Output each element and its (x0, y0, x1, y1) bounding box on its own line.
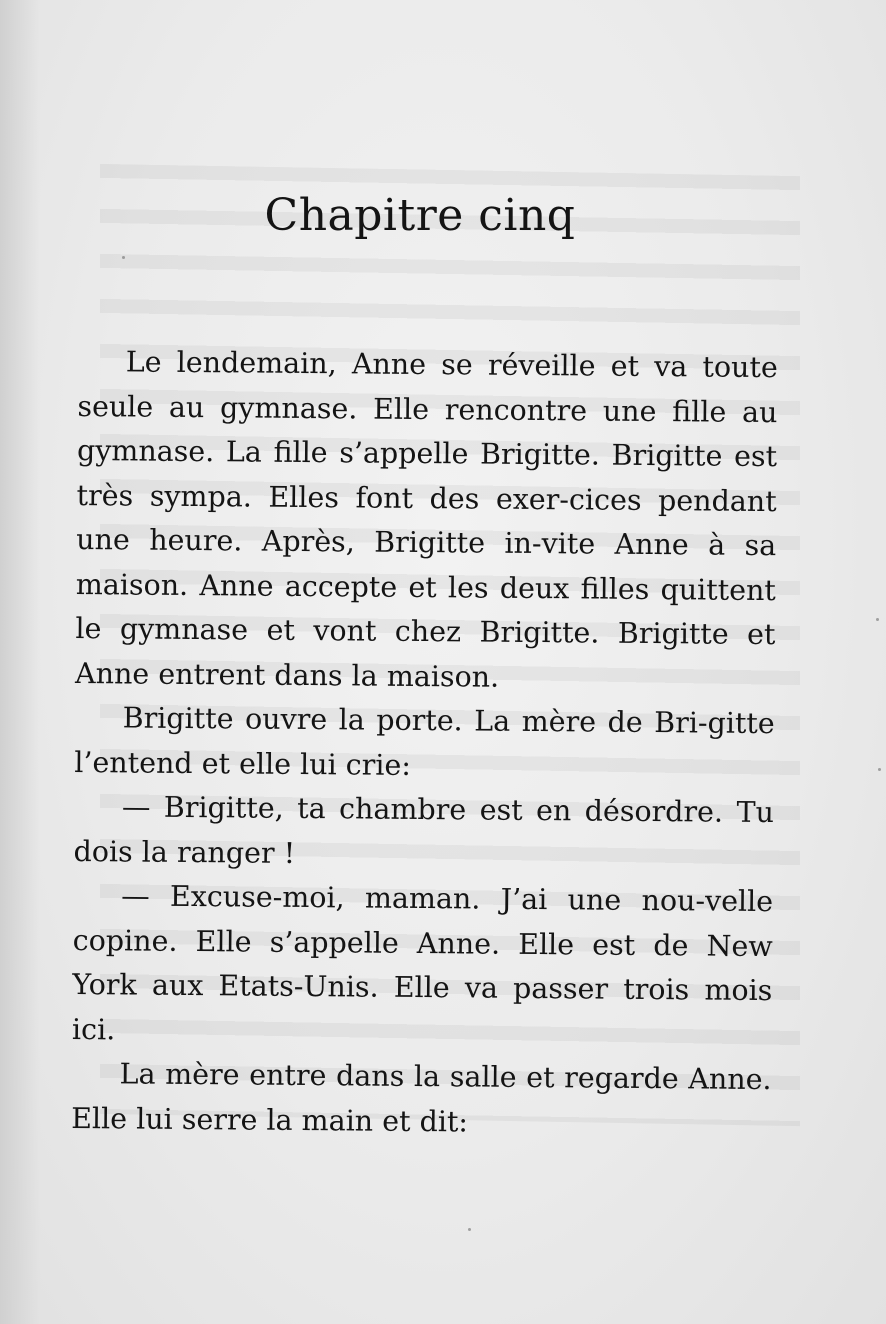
text-line: fille au gymnase. La fille s’appelle Brigitte. (76, 394, 778, 472)
chapter-title: Chapitre cinq (264, 190, 576, 241)
text-line: maison. (386, 659, 500, 694)
text-line: gitte l’entend et elle lui crie: (74, 706, 775, 782)
text-line: — Excuse-moi, maman. J’ai une nou- (121, 879, 706, 918)
text-line: La mère entre dans la salle et regarde (119, 1057, 689, 1096)
text-line: Le lendemain, Anne se réveille et va (125, 345, 703, 384)
text-line: Brigitte. Brigitte et Anne entrent dans la (74, 615, 776, 693)
paragraph-5 (71, 1052, 772, 1147)
paper-speck (878, 768, 881, 771)
text-line: vite Anne à sa maison. Anne accepte et les (75, 527, 777, 605)
text-line: cices pendant une heure. Après, Brigitte in- (76, 482, 777, 561)
text-line: Tu dois la ranger ! (73, 795, 775, 870)
text-line: Anne. Elle lui serre la main et dit: (71, 1062, 772, 1138)
paragraph-4 (72, 874, 774, 1058)
text-line: New York aux Etats-Unis. Elle va passer (72, 929, 773, 1006)
text-line: Brigitte ouvre la porte. La mère de Bri- (122, 701, 708, 740)
text-line: Brigitte est très sympa. Elles font des exer- (76, 438, 778, 516)
text-line: trois mois ici. (71, 972, 773, 1046)
text-line: deux filles quittent le gymnase et vont chez (75, 571, 776, 649)
text-line: velle copine. Elle s’appelle Anne. Elle est de (72, 884, 774, 963)
text-line: toute seule au gymnase. Elle rencontre une (77, 350, 778, 428)
paper-speck (468, 1228, 471, 1231)
body-text (71, 340, 778, 1147)
text-line: — Brigitte, ta chambre est en désordre. (121, 790, 737, 829)
paragraph-2 (74, 696, 775, 791)
paragraph-3 (73, 785, 774, 880)
paragraph-1 (75, 340, 778, 702)
paper-speck (122, 256, 125, 259)
paper-speck (876, 618, 879, 621)
